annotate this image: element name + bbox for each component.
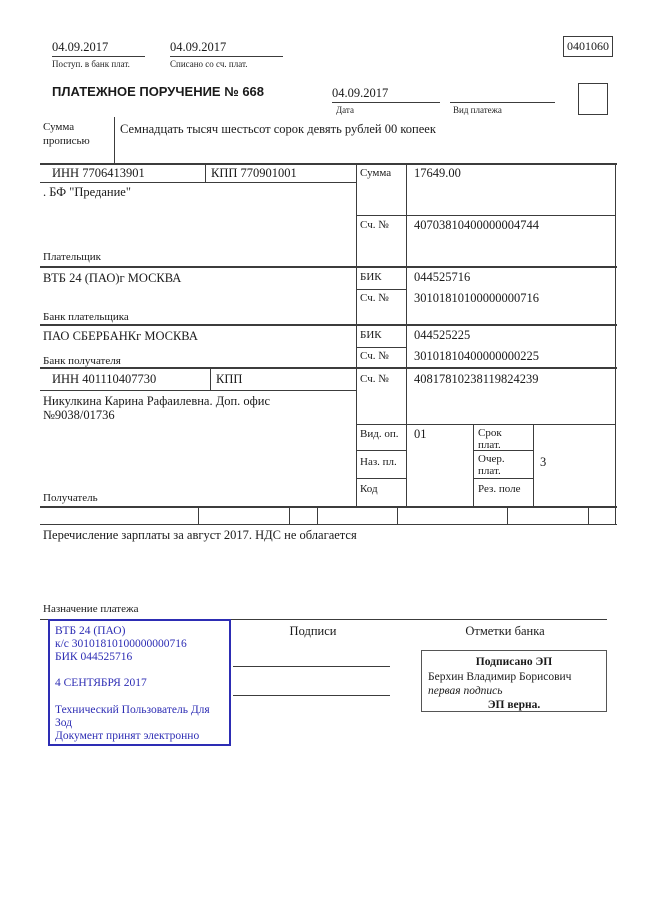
amount-words-label-2: прописью <box>43 135 90 147</box>
form-code: 0401060 <box>567 39 609 53</box>
stamp-bank-name: ВТБ 24 (ПАО) <box>55 625 126 637</box>
payer-account: 40703810400000004744 <box>414 218 539 232</box>
payment-order-value: 3 <box>540 455 547 469</box>
payer-name: . БФ "Предание" <box>43 185 131 199</box>
op-type-value: 01 <box>414 427 427 441</box>
payment-type-underline <box>450 102 555 103</box>
received-date-label: Поступ. в банк плат. <box>52 59 130 69</box>
stamp-user-line2: Зод <box>55 717 73 729</box>
payee-account-label: Сч. № <box>360 373 389 385</box>
payment-term-label: Срок плат. <box>478 427 502 452</box>
grid-line <box>615 163 616 524</box>
debited-date-label: Списано со сч. плат. <box>170 59 248 69</box>
grid-line <box>198 508 199 524</box>
received-date: 04.09.2017 <box>52 40 109 54</box>
grid-line <box>356 215 615 216</box>
stamp-date: 4 СЕНТЯБРЯ 2017 <box>55 677 147 689</box>
payee-name-line1: Никулкина Карина Рафаилевна. Доп. офис <box>43 394 271 408</box>
grid-line <box>356 289 406 290</box>
payer-account-label: Сч. № <box>360 219 389 231</box>
amount-in-words: Семнадцать тысяч шестьсот сорок девять рублей 00 копеек <box>120 122 436 136</box>
stamp-bik: БИК 044525716 <box>55 651 133 663</box>
grid-line <box>356 424 615 425</box>
payer-kpp: КПП 770901001 <box>211 166 297 180</box>
payee-bank-account: 30101810400000000225 <box>414 349 539 363</box>
payer-bank-label: Банк плательщика <box>43 311 129 323</box>
op-type-label: Вид. оп. <box>360 428 399 440</box>
section-divider <box>40 163 617 165</box>
payer-label: Плательщик <box>43 251 101 263</box>
payer-bank-account-label: Сч. № <box>360 292 389 304</box>
purpose-text: Перечисление зарплаты за август 2017. НДС не облагается <box>43 528 357 542</box>
amount-words-label-1: Сумма <box>43 121 75 133</box>
grid-line <box>473 478 533 479</box>
ep-title: Подписано ЭП <box>475 656 553 668</box>
code-label: Код <box>360 483 378 495</box>
payment-order-label: Очер. плат. <box>478 453 505 478</box>
purpose-label: Назначение платежа <box>43 603 139 615</box>
payer-bank-bik-label: БИК <box>360 271 382 283</box>
payer-bank-name: ВТБ 24 (ПАО)г МОСКВА <box>43 271 182 285</box>
section-divider <box>40 266 617 268</box>
grid-line <box>473 424 474 506</box>
signature-line-2 <box>233 695 390 696</box>
payee-name-line2: №9038/01736 <box>43 408 115 422</box>
grid-line <box>40 390 356 391</box>
payer-bank-account: 30101810100000000716 <box>414 291 539 305</box>
form-code-box <box>563 36 613 57</box>
payee-bank-label: Банк получателя <box>43 355 121 367</box>
payee-inn: ИНН 401110407730 <box>52 372 157 386</box>
payment-type-label: Вид платежа <box>453 105 502 115</box>
received-date-underline <box>52 56 145 57</box>
grid-line <box>205 163 206 182</box>
grid-line <box>507 508 508 524</box>
ep-signature-kind: первая подпись <box>428 685 503 697</box>
sum-value: 17649.00 <box>414 166 461 180</box>
signatures-label: Подписи <box>289 624 337 638</box>
bank-marks-label: Отметки банка <box>465 624 545 638</box>
grid-line <box>356 347 406 348</box>
grid-line <box>40 182 356 183</box>
grid-line <box>40 524 617 525</box>
payment-type-box <box>578 83 608 115</box>
grid-line <box>114 117 115 163</box>
stamp-accepted-note: Документ принят электронно <box>55 730 200 742</box>
payee-bank-bik-label: БИК <box>360 329 382 341</box>
payer-inn: ИНН 7706413901 <box>52 166 145 180</box>
date-underline <box>332 102 440 103</box>
ep-signer-name: Берхин Владимир Борисович <box>428 671 572 683</box>
grid-line <box>356 450 406 451</box>
payee-bank-account-label: Сч. № <box>360 350 389 362</box>
grid-line <box>533 424 534 506</box>
section-divider <box>40 506 617 508</box>
stamp-user-line1: Технический Пользователь Для <box>55 704 210 716</box>
grid-line <box>289 508 290 524</box>
grid-line <box>588 508 589 524</box>
payee-bank-name: ПАО СБЕРБАНКг МОСКВА <box>43 329 198 343</box>
document-date: 04.09.2017 <box>332 86 389 100</box>
date-label: Дата <box>336 105 354 115</box>
payment-purpose-code-label: Наз. пл. <box>360 456 397 468</box>
debited-date: 04.09.2017 <box>170 40 227 54</box>
electronic-signature-box <box>421 650 607 712</box>
stamp-corr-account: к/с 30101810100000000716 <box>55 638 187 650</box>
sum-label: Сумма <box>360 167 392 179</box>
grid-line <box>317 508 318 524</box>
reserve-field-label: Рез. поле <box>478 483 521 495</box>
payer-bank-bik: 044525716 <box>414 270 471 284</box>
signature-line-1 <box>233 666 390 667</box>
payee-kpp-label: КПП <box>216 372 243 386</box>
debited-date-underline <box>170 56 283 57</box>
section-divider <box>40 324 617 326</box>
section-divider <box>40 367 617 369</box>
payee-account: 40817810238119824239 <box>414 372 539 386</box>
grid-line <box>210 369 211 390</box>
grid-line <box>397 508 398 524</box>
payee-label: Получатель <box>43 492 98 504</box>
document-title: ПЛАТЕЖНОЕ ПОРУЧЕНИЕ № 668 <box>52 84 265 99</box>
grid-line <box>356 478 406 479</box>
ep-verified-note: ЭП верна. <box>487 699 541 711</box>
payee-bank-bik: 044525225 <box>414 328 471 342</box>
